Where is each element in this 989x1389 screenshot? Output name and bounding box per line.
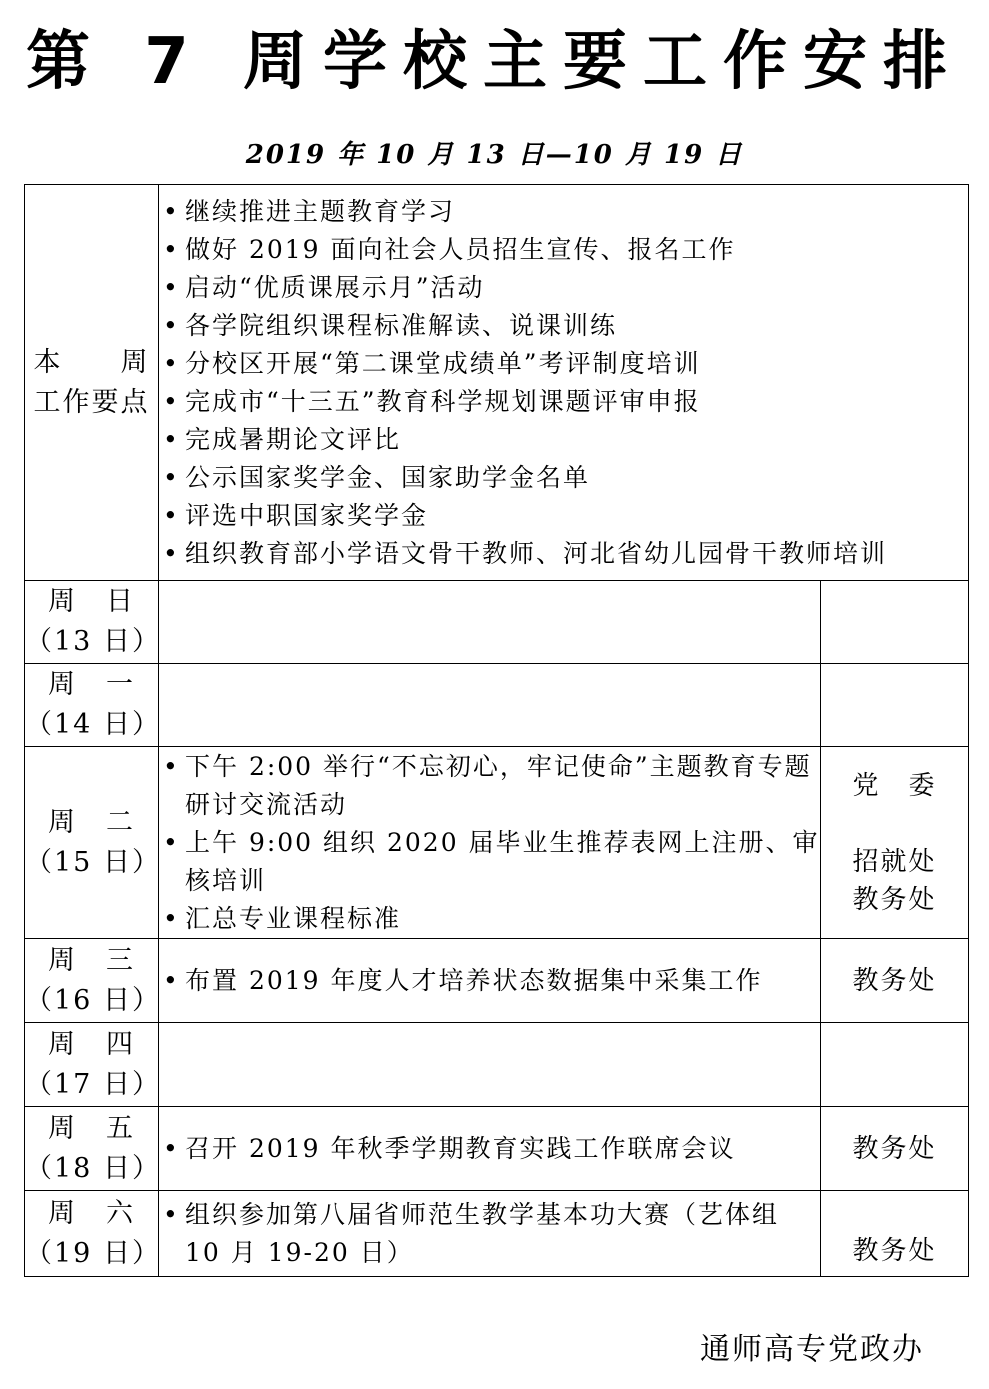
- day-date: （15 日）: [25, 846, 161, 878]
- schedule-table: [24, 184, 969, 1277]
- date-range: 2019 年 10 月 13 日—10 月 19 日: [245, 140, 744, 170]
- list-item: • 组织教育部小学语文骨干教师、河北省幼儿园骨干教师培训: [159, 535, 968, 573]
- list-item: • 做好 2019 面向社会人员招生宣传、报名工作: [159, 231, 968, 269]
- day-label: [25, 1023, 159, 1107]
- day-name: 周 四: [48, 1028, 135, 1060]
- day-label: [25, 747, 159, 939]
- day-label: [25, 1191, 159, 1277]
- day-dept: [821, 1191, 969, 1277]
- day-dept: [821, 939, 969, 1023]
- day-items: [159, 1107, 821, 1191]
- day-dept: [821, 1107, 969, 1191]
- day-dept: [821, 581, 969, 664]
- list-item: • 各学院组织课程标准解读、说课训练: [159, 307, 968, 345]
- table-row: [25, 1023, 969, 1107]
- list-item: • 启动“优质课展示月”活动: [159, 269, 968, 307]
- day-date: （17 日）: [25, 1068, 161, 1100]
- day-date: （14 日）: [25, 709, 161, 740]
- list-item: • 下午 2:00 举行“不忘初心，牢记使命”主题教育专题研讨交流活动: [159, 748, 820, 824]
- day-name: 周 六: [48, 1197, 135, 1229]
- day-date: （19 日）: [25, 1237, 161, 1269]
- list-item: • 分校区开展“第二课堂成绩单”考评制度培训: [159, 345, 968, 383]
- list-item: • 上午 9:00 组织 2020 届毕业生推荐表网上注册、审核培训: [159, 824, 820, 900]
- key-points-label-line1: 本 周: [33, 346, 150, 378]
- day-label: [25, 664, 159, 747]
- dept-label: 教务处: [852, 1236, 937, 1266]
- day-label: [25, 581, 159, 664]
- issuer-signature: 通师高专党政办: [700, 1332, 924, 1367]
- list-item: • 汇总专业课程标准: [159, 900, 820, 938]
- table-row: [25, 1191, 969, 1277]
- day-items: [159, 747, 821, 939]
- list-item: • 评选中职国家奖学金: [159, 497, 968, 535]
- list-item: • 公示国家奖学金、国家助学金名单: [159, 459, 968, 497]
- key-points-row: [25, 185, 969, 581]
- table-row: [25, 581, 969, 664]
- day-dept: [821, 747, 969, 939]
- day-date: （16 日）: [25, 984, 161, 1016]
- list-item: • 继续推进主题教育学习: [159, 193, 968, 231]
- day-name: 周 五: [48, 1112, 135, 1144]
- list-item: • 完成市“十三五”教育科学规划课题评审申报: [159, 383, 968, 421]
- table-row: [25, 1107, 969, 1191]
- day-date: （18 日）: [25, 1152, 161, 1184]
- day-name: 周 日: [48, 586, 135, 617]
- day-item-list: [159, 1196, 820, 1272]
- day-label: [25, 1107, 159, 1191]
- table-row: [25, 747, 969, 939]
- day-item-list: [159, 1130, 820, 1168]
- day-item-list: [159, 748, 820, 938]
- page-title: 第 7 周学校主要工作安排: [25, 25, 964, 99]
- day-dept: [821, 1023, 969, 1107]
- day-items: [159, 664, 821, 747]
- key-points-label-line2: 工作要点: [33, 386, 150, 418]
- day-items: [159, 581, 821, 664]
- dept-label: 招就处: [852, 846, 937, 877]
- key-points-content: [159, 185, 969, 581]
- dept-label: 教务处: [852, 965, 937, 996]
- day-item-list: [159, 962, 820, 1000]
- day-name: 周 一: [48, 669, 135, 700]
- day-name: 周 二: [48, 806, 135, 838]
- day-items: [159, 939, 821, 1023]
- table-row: [25, 664, 969, 747]
- day-items: [159, 1191, 821, 1277]
- table-row: [25, 939, 969, 1023]
- day-items: [159, 1023, 821, 1107]
- list-item: • 召开 2019 年秋季学期教育实践工作联席会议: [159, 1130, 820, 1168]
- key-points-label: [25, 185, 159, 581]
- day-label: [25, 939, 159, 1023]
- day-date: （13 日）: [25, 626, 161, 657]
- dept-label: 教务处: [852, 884, 937, 915]
- key-points-list: [159, 193, 968, 573]
- list-item: • 完成暑期论文评比: [159, 421, 968, 459]
- list-item: • 组织参加第八届省师范生教学基本功大赛（艺体组 10 月 19-20 日）: [159, 1196, 820, 1272]
- day-name: 周 三: [48, 944, 135, 976]
- dept-label: 教务处: [852, 1133, 937, 1164]
- dept-label: 党 委: [852, 770, 937, 801]
- list-item: • 布置 2019 年度人才培养状态数据集中采集工作: [159, 962, 820, 1000]
- day-dept: [821, 664, 969, 747]
